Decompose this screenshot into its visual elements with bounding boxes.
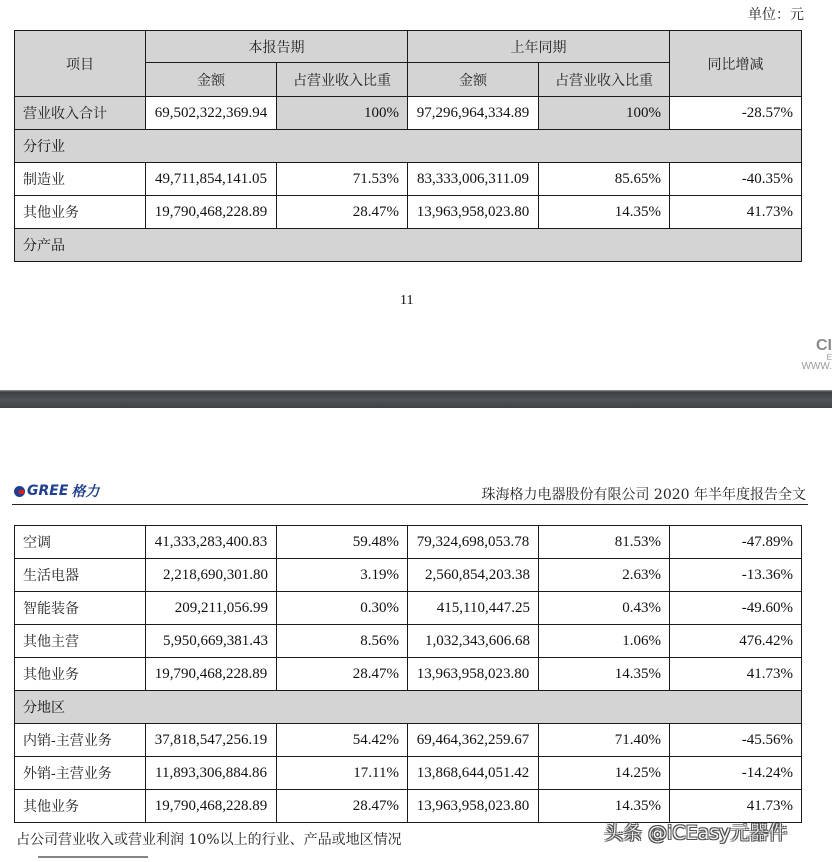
prior-amount: 2,560,854,203.38	[408, 559, 539, 592]
header-rule	[12, 504, 808, 505]
section-label: 分产品	[15, 229, 802, 262]
table-row	[15, 592, 802, 625]
prior-amount: 69,464,362,259.67	[408, 724, 539, 757]
cur-share: 28.47%	[277, 196, 408, 229]
cur-amount: 49,711,854,141.05	[146, 163, 277, 196]
prior-amount: 13,868,644,051.42	[408, 757, 539, 790]
yoy-change: 41.73%	[670, 658, 802, 691]
row-label: 其他业务	[15, 658, 146, 691]
prior-share: 100%	[539, 97, 670, 130]
row-label: 内销-主营业务	[15, 724, 146, 757]
section-row-industry	[15, 130, 802, 163]
prior-share: 81.53%	[539, 526, 670, 559]
table-row-total	[15, 97, 802, 130]
header-cur-amount: 金额	[146, 63, 277, 97]
section-row-product	[15, 229, 802, 262]
corner-watermark-logo: CI	[816, 337, 832, 354]
cur-share: 28.47%	[277, 790, 408, 823]
table-row	[15, 625, 802, 658]
prior-share: 85.65%	[539, 163, 670, 196]
gree-logo	[14, 481, 99, 501]
table-row	[15, 163, 802, 196]
prior-amount: 13,963,958,023.80	[408, 790, 539, 823]
header-prior-share: 占营业收入比重	[539, 63, 670, 97]
row-label: 制造业	[15, 163, 146, 196]
gree-logo-text: GREE	[27, 483, 69, 499]
header-cur-share: 占营业收入比重	[277, 63, 408, 97]
section-label: 分地区	[15, 691, 802, 724]
cur-share: 59.48%	[277, 526, 408, 559]
cur-amount: 5,950,669,381.43	[146, 625, 277, 658]
table-row	[15, 757, 802, 790]
header-current-period: 本报告期	[146, 31, 408, 63]
prior-amount: 1,032,343,606.68	[408, 625, 539, 658]
revenue-table-page2	[14, 525, 802, 823]
table-row	[15, 658, 802, 691]
cut-off-next-line	[38, 856, 148, 862]
table-row	[15, 196, 802, 229]
row-label: 其他主营	[15, 625, 146, 658]
table-header-row	[15, 31, 802, 63]
cur-amount: 11,893,306,884.86	[146, 757, 277, 790]
prior-amount: 415,110,447.25	[408, 592, 539, 625]
prior-amount: 13,963,958,023.80	[408, 196, 539, 229]
prior-amount: 83,333,006,311.09	[408, 163, 539, 196]
section-label: 分行业	[15, 130, 802, 163]
cur-share: 0.30%	[277, 592, 408, 625]
corner-watermark-url: WWW.	[801, 361, 832, 372]
header-prior-period: 上年同期	[408, 31, 670, 63]
row-label: 其他业务	[15, 790, 146, 823]
yoy-change: 476.42%	[670, 625, 802, 658]
row-label: 营业收入合计	[15, 97, 146, 130]
yoy-change: -47.89%	[670, 526, 802, 559]
prior-share: 0.43%	[539, 592, 670, 625]
unit-label: 单位：元	[748, 7, 804, 23]
row-label: 智能装备	[15, 592, 146, 625]
corner-watermark-sub: E	[826, 353, 832, 362]
yoy-change: -14.24%	[670, 757, 802, 790]
table-row	[15, 559, 802, 592]
row-label: 外销-主营业务	[15, 757, 146, 790]
yoy-change: -28.57%	[670, 97, 802, 130]
cur-amount: 19,790,468,228.89	[146, 658, 277, 691]
yoy-change: 41.73%	[670, 790, 802, 823]
yoy-change: -13.36%	[670, 559, 802, 592]
yoy-change: -45.56%	[670, 724, 802, 757]
cur-share: 3.19%	[277, 559, 408, 592]
prior-share: 2.63%	[539, 559, 670, 592]
cur-amount: 37,818,547,256.19	[146, 724, 277, 757]
yoy-change: -49.60%	[670, 592, 802, 625]
cur-share: 71.53%	[277, 163, 408, 196]
gree-logo-script: 格力	[71, 484, 100, 500]
corner-watermark	[792, 338, 832, 372]
cur-amount: 209,211,056.99	[146, 592, 277, 625]
gree-logo-icon	[14, 486, 25, 497]
toutiao-watermark: 头条 @iCEasy元器件	[604, 822, 788, 844]
cur-share: 8.56%	[277, 625, 408, 658]
prior-share: 14.35%	[539, 790, 670, 823]
row-label: 生活电器	[15, 559, 146, 592]
page-number: 11	[400, 293, 414, 308]
revenue-table-page1	[14, 30, 802, 262]
cur-amount: 69,502,322,369.94	[146, 97, 277, 130]
cur-share: 28.47%	[277, 658, 408, 691]
yoy-change: 41.73%	[670, 196, 802, 229]
prior-amount: 79,324,698,053.78	[408, 526, 539, 559]
row-label: 空调	[15, 526, 146, 559]
prior-share: 14.35%	[539, 658, 670, 691]
cur-amount: 19,790,468,228.89	[146, 196, 277, 229]
page-break-divider	[0, 390, 832, 408]
cur-amount: 2,218,690,301.80	[146, 559, 277, 592]
prior-amount: 13,963,958,023.80	[408, 658, 539, 691]
section-row-region	[15, 691, 802, 724]
table-row	[15, 724, 802, 757]
table-row	[15, 526, 802, 559]
cur-share: 17.11%	[277, 757, 408, 790]
yoy-change: -40.35%	[670, 163, 802, 196]
cur-share: 54.42%	[277, 724, 408, 757]
footnote: 占公司营业收入或营业利润 10%以上的行业、产品或地区情况	[16, 832, 402, 848]
prior-share: 71.40%	[539, 724, 670, 757]
prior-share: 14.25%	[539, 757, 670, 790]
header-prior-amount: 金额	[408, 63, 539, 97]
header-yoy-change: 同比增减	[670, 31, 802, 97]
cur-share: 100%	[277, 97, 408, 130]
header-item: 项目	[15, 31, 146, 97]
prior-share: 14.35%	[539, 196, 670, 229]
cur-amount: 19,790,468,228.89	[146, 790, 277, 823]
cur-amount: 41,333,283,400.83	[146, 526, 277, 559]
row-label: 其他业务	[15, 196, 146, 229]
prior-share: 1.06%	[539, 625, 670, 658]
prior-amount: 97,296,964,334.89	[408, 97, 539, 130]
report-title: 珠海格力电器股份有限公司 2020 年半年度报告全文	[481, 487, 806, 503]
